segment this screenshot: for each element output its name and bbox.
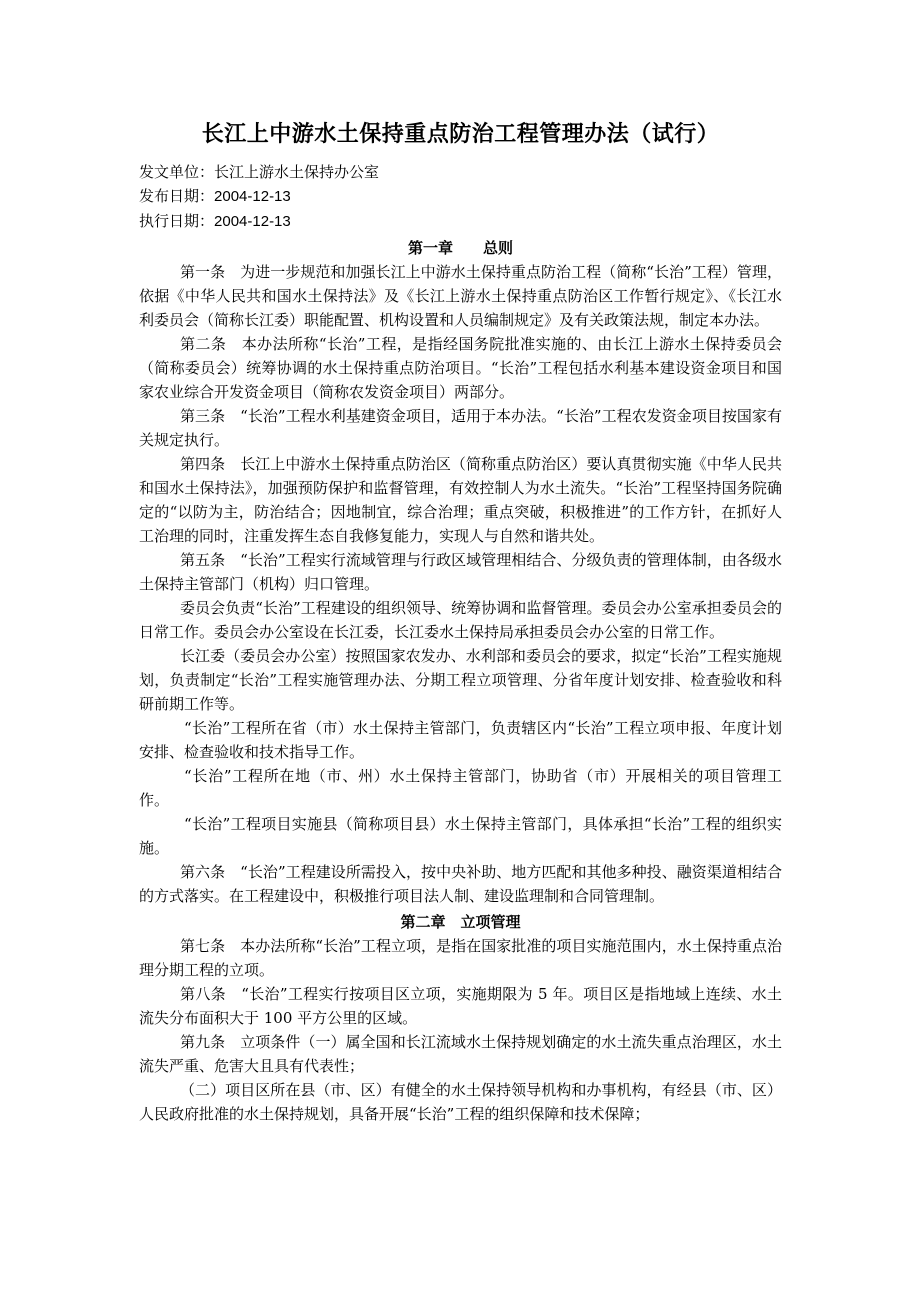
meta-effective-date-value: 2004-12-13 (214, 213, 291, 230)
meta-issuer (139, 160, 782, 184)
article-7: 第七条 本办法所称“长治”工程立项，是指在国家批准的项目实施范围内，水土保持重点治理分期工程的立项。 (139, 937, 782, 979)
chapter-heading-1: 第一章 总则 (407, 239, 513, 257)
article-5-prefecture: “长治”工程所在地（市、州）水土保持主管部门，协助省（市）开展相关的项目管理工作。 (139, 767, 782, 809)
meta-effective-date-label: 执行日期： (139, 212, 215, 230)
article-6: 第六条 “长治”工程建设所需投入，按中央补助、地方匹配和其他多种投、融资渠道相结合的方式落实。在工程建设中，积极推行项目法人制、建设监理制和合同管理制。 (139, 863, 782, 905)
article-9: 第九条 立项条件（一）属全国和长江流域水土保持规划确定的水土流失重点治理区，水土流失严重、危害大且具有代表性； (139, 1033, 782, 1075)
article-5-cwrc: 长江委（委员会办公室）按照国家农发办、水利部和委员会的要求，拟定“长治”工程实施规划，负责制定“长治”工程实施管理办法、分期工程立项管理、分省年度计划安排、检查验收和科研前期工作等。 (139, 647, 782, 713)
article-5-county: “长治”工程项目实施县（简称项目县）水土保持主管部门，具体承担“长治”工程的组织实施。 (139, 815, 782, 857)
meta-issuer-label: 发文单位： (139, 163, 215, 181)
meta-effective-date (139, 209, 782, 234)
article-3: 第三条 “长治”工程水利基建资金项目，适用于本办法。“长治”工程农发资金项目按国家有关规定执行。 (139, 407, 782, 449)
meta-issuer-value: 长江上游水土保持办公室 (214, 163, 380, 181)
article-5: 第五条 “长治”工程实行流域管理与行政区域管理相结合、分级负责的管理体制，由各级水土保持主管部门（机构）归口管理。 (139, 551, 782, 593)
meta-publish-date (139, 184, 782, 209)
article-1: 第一条 为进一步规范和加强长江上中游水土保持重点防治工程（简称“长治”工程）管理，依据《中华人民共和国水土保持法》及《长江上游水土保持重点防治区工作暂行规定》、《长江水利委员会（简称长江委）职能配置、机构设置和人员编制规定》及有关政策法规，制定本办法。 (139, 263, 782, 329)
document-title: 长江上中游水土保持重点防治工程管理办法（试行） (201, 122, 720, 147)
article-2: 第二条 本办法所称“长治”工程，是指经国务院批准实施的、由长江上游水土保持委员会（简称委员会）统筹协调的水土保持重点防治项目。“长治”工程包括水利基本建设资金项目和国家农业综合开发资金项目（简称农发资金项目）两部分。 (139, 335, 782, 401)
article-4: 第四条 长江上中游水土保持重点防治区（简称重点防治区）要认真贯彻实施《中华人民共和国水土保持法》，加强预防保护和监督管理，有效控制人为水土流失。“长治”工程坚持国务院确定的“以防为主，防治结合；因地制宜，综合治理；重点突破，积极推进”的工作方针，在抓好人工治理的同时，注重发挥生态自我修复能力，实现人与自然和谐共处。 (139, 455, 782, 545)
article-8: 第八条 “长治”工程实行按项目区立项，实施期限为 5 年。项目区是指地域上连续、水土流失分布面积大于 100 平方公里的区域。 (139, 985, 782, 1027)
article-9-item-2: （二）项目区所在县（市、区）有健全的水土保持领导机构和办事机构，有经县（市、区）人民政府批准的水土保持规划，具备开展“长治”工程的组织保障和技术保障； (139, 1081, 782, 1123)
meta-publish-date-value: 2004-12-13 (214, 188, 291, 205)
article-5-province: “长治”工程所在省（市）水土保持主管部门，负责辖区内“长治”工程立项申报、年度计划安排、检查验收和技术指导工作。 (139, 719, 782, 761)
meta-publish-date-label: 发布日期： (139, 187, 215, 205)
chapter-heading-2: 第二章 立项管理 (400, 913, 521, 931)
article-5-committee: 委员会负责“长治”工程建设的组织领导、统筹协调和监督管理。委员会办公室承担委员会的日常工作。委员会办公室设在长江委，长江委水土保持局承担委员会办公室的日常工作。 (139, 599, 782, 641)
